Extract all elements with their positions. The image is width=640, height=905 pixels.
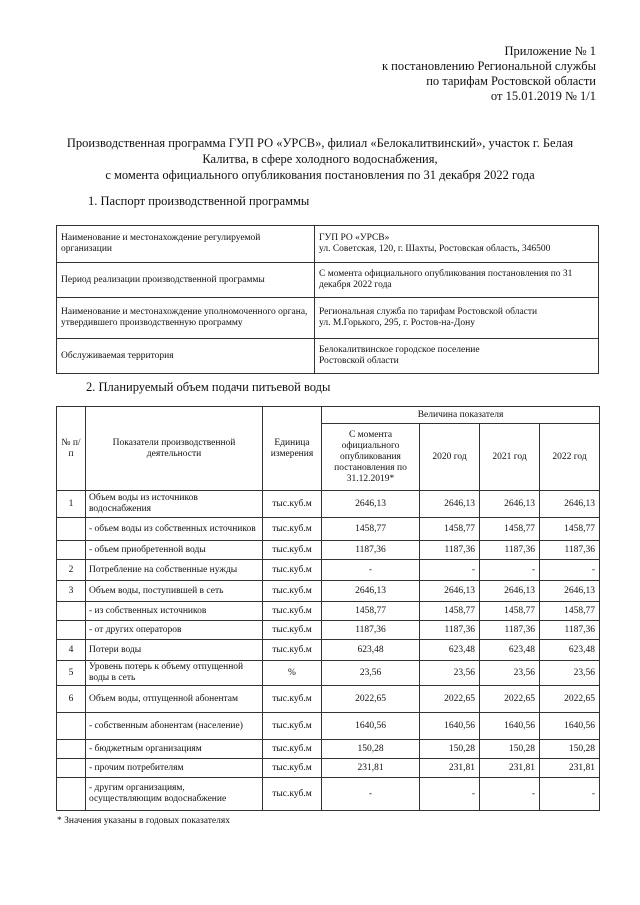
row-indicator: - от других операторов [86, 621, 263, 640]
row-indicator: - объем воды из собственных источников [86, 518, 263, 541]
row-value: 2646,13 [480, 491, 540, 518]
table-row [57, 778, 600, 811]
row-num [57, 740, 86, 759]
table-row [57, 263, 599, 298]
header-col: 2021 год [480, 424, 540, 491]
row-value: 2022,65 [480, 686, 540, 713]
row-indicator: - из собственных источников [86, 602, 263, 621]
row-value: 1187,36 [322, 621, 420, 640]
row-value: 1458,77 [540, 602, 600, 621]
row-num [57, 778, 86, 811]
row-value: - [322, 778, 420, 811]
row-num [57, 759, 86, 778]
row-unit: тыс.куб.м [263, 759, 322, 778]
row-value: 1187,36 [480, 541, 540, 560]
row-unit: тыс.куб.м [263, 640, 322, 661]
row-value: 1640,56 [322, 713, 420, 740]
volume-table [56, 406, 600, 811]
row-indicator: - объем приобретенной воды [86, 541, 263, 560]
table-row [57, 226, 599, 263]
row-num [57, 713, 86, 740]
row-value: 1187,36 [420, 621, 480, 640]
row-indicator: Объем воды, поступившей в сеть [86, 581, 263, 602]
row-value: 1187,36 [420, 541, 480, 560]
table-row [57, 541, 600, 560]
row-value: - [540, 778, 600, 811]
row-indicator: Объем воды, отпущенной абонентам [86, 686, 263, 713]
row-value: 623,48 [420, 640, 480, 661]
appendix-line: к постановлению Региональной службы [381, 59, 596, 73]
row-value: 1640,56 [540, 713, 600, 740]
title-line: Производственная программа ГУП РО «УРСВ», филиал «Белокалитвинский», участок г. Белая [66, 136, 574, 150]
row-unit: тыс.куб.м [263, 778, 322, 811]
row-value: 150,28 [322, 740, 420, 759]
appendix-block [382, 44, 596, 104]
row-value: 23,56 [540, 661, 600, 686]
row-value: 623,48 [480, 640, 540, 661]
row-num: 6 [57, 686, 86, 713]
table-row [57, 339, 599, 374]
row-value: 231,81 [322, 759, 420, 778]
row-value: 150,28 [540, 740, 600, 759]
section-heading-passport: 1. Паспорт производственной программы [88, 194, 310, 208]
row-unit: тыс.куб.м [263, 686, 322, 713]
row-value: 2022,65 [420, 686, 480, 713]
row-indicator: Уровень потерь к объему отпущенной воды в сеть [86, 661, 263, 686]
row-indicator: Потребление на собственные нужды [86, 560, 263, 581]
row-num [57, 621, 86, 640]
appendix-line: по тарифам Ростовской области [426, 74, 596, 88]
row-value: 2646,13 [540, 581, 600, 602]
header-col: 2020 год [420, 424, 480, 491]
row-value: 1187,36 [322, 541, 420, 560]
appendix-line: от 15.01.2019 № 1/1 [490, 89, 596, 103]
row-unit: тыс.куб.м [263, 740, 322, 759]
row-value: 2646,13 [322, 581, 420, 602]
row-value: 1458,77 [322, 518, 420, 541]
row-indicator: Потери воды [86, 640, 263, 661]
header-num: № п/п [57, 407, 86, 491]
row-unit: тыс.куб.м [263, 581, 322, 602]
row-value: 1187,36 [540, 541, 600, 560]
row-unit: тыс.куб.м [263, 541, 322, 560]
row-value: 2646,13 [322, 491, 420, 518]
row-value: 1640,56 [420, 713, 480, 740]
passport-label: Наименование и местонахождение регулируемой организации [57, 226, 315, 263]
row-value: 2646,13 [420, 581, 480, 602]
table-row [57, 560, 600, 581]
row-value: 1458,77 [322, 602, 420, 621]
row-num: 2 [57, 560, 86, 581]
row-value: 2646,13 [420, 491, 480, 518]
row-value: 2646,13 [540, 491, 600, 518]
table-row [57, 602, 600, 621]
row-num [57, 518, 86, 541]
passport-label: Обслуживаемая территория [57, 339, 315, 374]
table-row [57, 298, 599, 339]
row-value: 623,48 [322, 640, 420, 661]
table-row [57, 686, 600, 713]
row-value: 231,81 [420, 759, 480, 778]
section-heading-volume: 2. Планируемый объем подачи питьевой воды [86, 380, 331, 394]
row-value: 1458,77 [480, 602, 540, 621]
table-header-row [57, 407, 600, 424]
table-row [57, 740, 600, 759]
footnote: * Значения указаны в годовых показателях [57, 816, 231, 826]
row-value: 1640,56 [480, 713, 540, 740]
row-value: - [420, 560, 480, 581]
table-row [57, 621, 600, 640]
header-group: Величина показателя [322, 407, 600, 424]
header-unit: Единица измерения [263, 407, 322, 491]
passport-label: Период реализации производственной программы [57, 263, 315, 298]
row-value: 623,48 [540, 640, 600, 661]
row-value: 1458,77 [480, 518, 540, 541]
row-value: 23,56 [322, 661, 420, 686]
row-value: 1458,77 [420, 518, 480, 541]
row-value: 150,28 [420, 740, 480, 759]
passport-table [56, 225, 599, 374]
row-unit: тыс.куб.м [263, 560, 322, 581]
row-unit: тыс.куб.м [263, 518, 322, 541]
row-num: 4 [57, 640, 86, 661]
row-value: 2646,13 [480, 581, 540, 602]
row-num [57, 541, 86, 560]
title-line: Калитва, в сфере холодного водоснабжения, [202, 152, 438, 166]
row-num [57, 602, 86, 621]
row-value: 1187,36 [540, 621, 600, 640]
title-line: с момента официального опубликования постановления по 31 декабря 2022 года [105, 168, 535, 182]
header-col: 2022 год [540, 424, 600, 491]
row-value: 2022,65 [322, 686, 420, 713]
table-row [57, 713, 600, 740]
table-row [57, 661, 600, 686]
passport-value: Белокалитвинское городское поселение Ростовской области [315, 339, 599, 374]
row-unit: тыс.куб.м [263, 602, 322, 621]
document-title [40, 135, 600, 183]
row-value: 1187,36 [480, 621, 540, 640]
row-indicator: - собственным абонентам (население) [86, 713, 263, 740]
table-row [57, 581, 600, 602]
row-value: - [420, 778, 480, 811]
row-value: 1458,77 [420, 602, 480, 621]
passport-value: С момента официального опубликования постановления по 31 декабря 2022 года [315, 263, 599, 298]
row-unit: тыс.куб.м [263, 491, 322, 518]
row-value: - [322, 560, 420, 581]
row-value: 1458,77 [540, 518, 600, 541]
row-value: 231,81 [480, 759, 540, 778]
row-value: - [480, 560, 540, 581]
row-value: 23,56 [420, 661, 480, 686]
row-value: 150,28 [480, 740, 540, 759]
passport-label: Наименование и местонахождение уполномоченного органа, утвердившего производственную программу [57, 298, 315, 339]
row-num: 3 [57, 581, 86, 602]
table-row [57, 491, 600, 518]
row-unit: % [263, 661, 322, 686]
header-indicator: Показатели производственной деятельности [86, 407, 263, 491]
passport-value: ГУП РО «УРСВ» ул. Советская, 120, г. Шахты, Ростовская область, 346500 [315, 226, 599, 263]
row-indicator: - бюджетным организациям [86, 740, 263, 759]
row-num: 5 [57, 661, 86, 686]
header-col: С момента официального опубликования постановления по 31.12.2019* [322, 424, 420, 491]
row-value: 231,81 [540, 759, 600, 778]
appendix-line: Приложение № 1 [504, 44, 596, 58]
table-row [57, 640, 600, 661]
passport-value: Региональная служба по тарифам Ростовской области ул. М.Горького, 295, г. Ростов-на-Дону [315, 298, 599, 339]
row-indicator: Объем воды из источников водоснабжения [86, 491, 263, 518]
table-row [57, 518, 600, 541]
row-value: - [540, 560, 600, 581]
row-value: 23,56 [480, 661, 540, 686]
row-num: 1 [57, 491, 86, 518]
row-unit: тыс.куб.м [263, 713, 322, 740]
row-value: - [480, 778, 540, 811]
row-indicator: - прочим потребителям [86, 759, 263, 778]
table-row [57, 759, 600, 778]
row-value: 2022,65 [540, 686, 600, 713]
row-unit: тыс.куб.м [263, 621, 322, 640]
row-indicator: - другим организациям, осуществляющим водоснабжение [86, 778, 263, 811]
